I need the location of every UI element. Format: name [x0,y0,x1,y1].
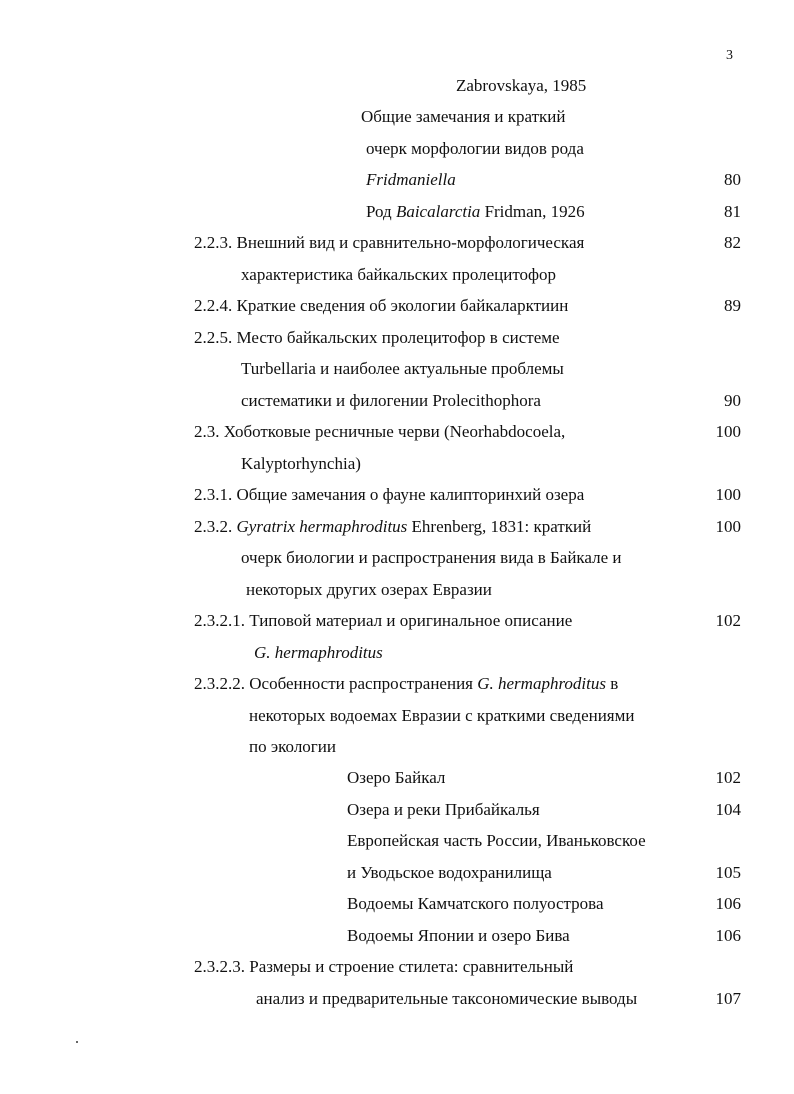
toc-text: Kalyptorhynchia) [241,454,361,473]
toc-text: и Уводьское водохранилища [347,863,552,882]
toc-line [241,265,556,285]
toc-text: некоторых водоемах Евразии с краткими сведениями [249,706,635,725]
toc-page-number: 100 [715,485,741,504]
toc-line [366,202,585,222]
toc-line [194,674,618,694]
toc-text: характеристика байкальских пролецитофор [241,265,557,284]
toc-page-number: 105 [715,863,741,882]
toc-text: по экологии [249,737,336,756]
toc-page-number: 82 [724,233,741,252]
toc-italic-text: Baicalarctia [395,202,481,221]
toc-page-number: 106 [715,926,741,945]
toc-text: 2.2.3. Внешний вид и сравнительно-морфологическая [194,233,585,252]
toc-page-number: 90 [724,391,741,410]
toc-text: Озеро Байкал [347,768,446,787]
toc-text: Fridman, 1926 [480,202,585,221]
toc-line [241,391,541,411]
toc-line [366,170,456,190]
toc-text: 2.3.2. [194,517,237,536]
toc-line [361,107,566,127]
toc-line [249,737,336,757]
scan-speck [76,1041,78,1043]
toc-page-number: 104 [715,800,741,819]
toc-text: Европейская часть России, Иваньковское [347,831,646,850]
toc-line [366,139,584,159]
toc-italic-text: G. hermaphroditus [254,643,383,662]
toc-text: 2.2.5. Место байкальских пролецитофор в системе [194,328,560,347]
toc-italic-text: Fridmaniella [366,170,456,189]
toc-page-number: 81 [724,202,741,221]
toc-page-number: 102 [715,611,741,630]
toc-line [249,706,634,726]
toc-text: Водоемы Японии и озеро Бива [347,926,570,945]
toc-line [241,548,622,568]
toc-page-number: 100 [715,517,741,536]
toc-line [241,359,564,379]
toc-page-number: 100 [715,422,741,441]
toc-line [347,863,552,883]
toc-text: 2.2.4. Краткие сведения об экологии байкаларктиин [194,296,569,315]
toc-line [256,989,637,1009]
toc-page-number: 80 [724,170,741,189]
toc-line [347,831,646,851]
toc-line [194,485,584,505]
toc-text: 2.3.2.1. Типовой материал и оригинальное описание [194,611,573,630]
toc-line [194,957,573,977]
toc-line [241,454,361,474]
toc-text: систематики и филогении Prolecithophora [241,391,541,410]
toc-text: анализ и предварительные таксономические выводы [256,989,638,1008]
toc-italic-text: Gyratrix hermaphroditus [236,517,408,536]
toc-line [347,894,604,914]
toc-text: некоторых других озерах Евразии [246,580,492,599]
toc-text: Общие замечания и краткий [361,107,566,126]
toc-page-number: 89 [724,296,741,315]
toc-text: 2.3.1. Общие замечания о фауне калипторинхий озера [194,485,585,504]
toc-page-number: 107 [715,989,741,1008]
toc-line [194,233,584,253]
toc-page-number: 102 [715,768,741,787]
toc-text: Род [366,202,396,221]
toc-line [246,580,492,600]
toc-text: 2.3.2.3. Размеры и строение стилета: сравнительный [194,957,574,976]
toc-text: очерк биологии и распространения вида в Байкале и [241,548,622,567]
toc-line [194,296,568,316]
toc-text: очерк морфологии видов рода [366,139,584,158]
toc-text: в [606,674,619,693]
toc-line [347,800,540,820]
toc-line [194,611,572,631]
toc-text: Ehrenberg, 1831: краткий [407,517,592,536]
toc-line [347,768,445,788]
toc-text: 2.3.2.2. Особенности распространения [194,674,478,693]
toc-text: Turbellaria и наиболее актуальные проблемы [241,359,564,378]
toc-text: Водоемы Камчатского полуострова [347,894,604,913]
toc-line [254,643,383,663]
toc-line [194,422,565,442]
toc-text: 2.3. Хоботковые ресничные черви (Neorhabdocoela, [194,422,566,441]
toc-line [194,517,591,537]
toc-text: Zabrovskaya, 1985 [456,76,587,95]
toc-line [347,926,570,946]
toc-italic-text: G. hermaphroditus [477,674,606,693]
toc-text: Озера и реки Прибайкалья [347,800,540,819]
toc-page-number: 106 [715,894,741,913]
page-number: 3 [726,48,733,63]
toc-line [194,328,560,348]
toc-line [456,76,586,96]
